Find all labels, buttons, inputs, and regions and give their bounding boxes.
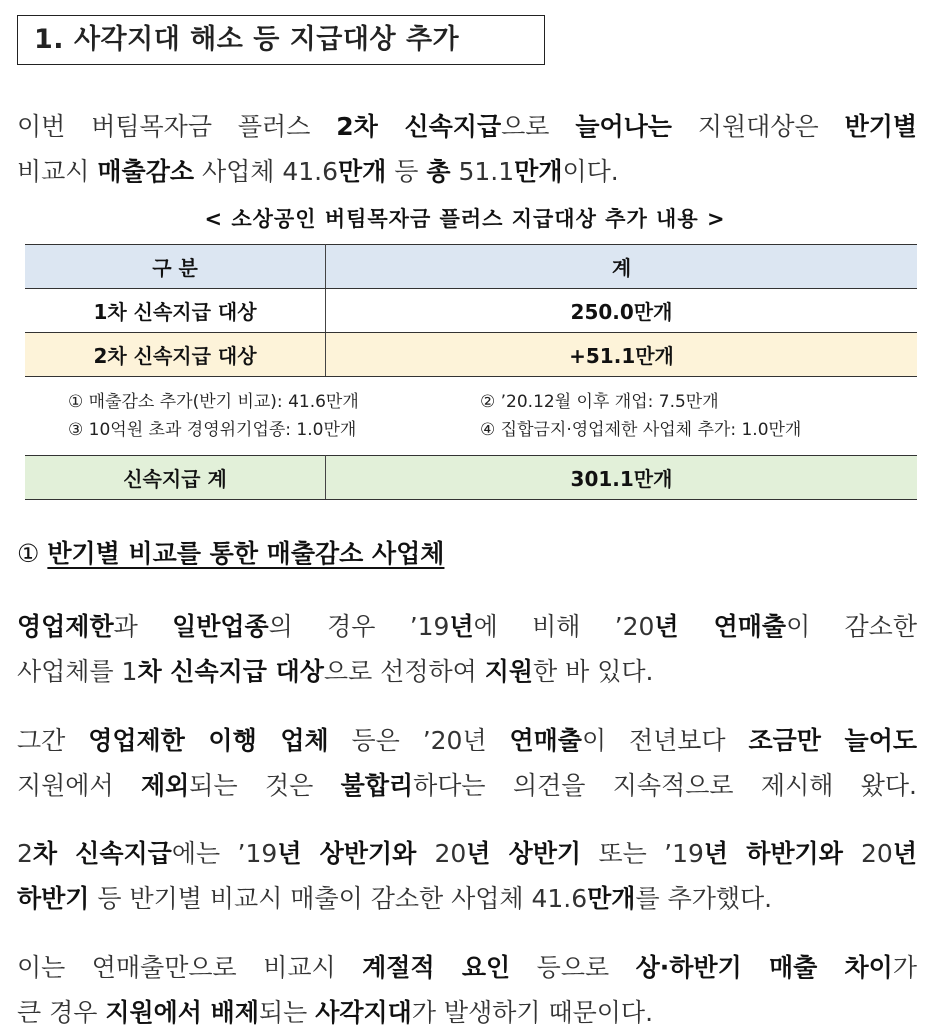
note-item: ④ 집합금지·영업제한 사업체 추가: 1.0만개: [480, 420, 802, 440]
text: 2: [17, 839, 33, 868]
text: 이 감소한: [786, 612, 917, 641]
text: 등으로: [510, 953, 636, 982]
emphasis: 늘어나는: [575, 112, 672, 141]
note-item: ② ’20.12월 이후 개업: 7.5만개: [480, 392, 719, 412]
emphasis: 연매출: [713, 612, 787, 641]
text: 사업체를 1: [17, 657, 138, 686]
row-label: 1차 신속지급 대상: [25, 289, 326, 333]
text: 를 추가했다.: [635, 884, 773, 913]
text: 가: [892, 953, 917, 982]
text: 되는: [258, 998, 316, 1027]
paragraph-2: [17, 718, 917, 808]
total-value: 301.1만개: [326, 456, 918, 500]
text: 지원에서: [17, 771, 141, 800]
p1-line-1: [17, 604, 917, 649]
emphasis: 년 하반기와: [703, 839, 862, 868]
paragraph-3: [17, 831, 917, 921]
text: 그간: [17, 726, 89, 755]
text: 과: [113, 612, 173, 641]
header-category: 구 분: [25, 245, 326, 289]
text: 또는 ’19: [581, 839, 704, 868]
text: 으로 선정하여: [323, 657, 485, 686]
text: 하다는 의견을 지속적으로 제시해 왔다.: [413, 771, 917, 800]
table-header-row: [25, 245, 917, 289]
p3-line-2: [17, 876, 917, 921]
emphasis: 영업제한: [17, 612, 114, 641]
emphasis: 총: [426, 157, 451, 186]
text: 비교시: [17, 157, 98, 186]
table-notes-row: [25, 377, 917, 456]
total-label: 신속지급 계: [25, 456, 326, 500]
text: 의 경우 ’19: [268, 612, 450, 641]
emphasis: 사각지대: [315, 998, 412, 1027]
table-caption: < 소상공인 버팀목자금 플러스 지급대상 추가 내용 >: [204, 207, 726, 231]
emphasis: 연매출: [509, 726, 582, 755]
p4-line-1: [17, 945, 917, 990]
text: 사업체 41.6: [194, 157, 339, 186]
p2-line-2: [17, 763, 917, 808]
paragraph-4: [17, 945, 917, 1035]
paragraph-1: [17, 604, 917, 694]
text: 등은 ’20년: [328, 726, 510, 755]
emphasis: 지원: [484, 657, 534, 686]
emphasis: 년 상반기: [466, 839, 582, 868]
emphasis: 불합리: [340, 771, 414, 800]
subsection-number: ①: [17, 539, 40, 568]
text: 으로: [501, 112, 576, 141]
table-total-row: [25, 456, 917, 500]
p3-line-1: [17, 831, 917, 876]
emphasis: 년: [654, 612, 714, 641]
emphasis: 지원에서 배제: [105, 998, 259, 1027]
emphasis: 계절적 요인: [362, 953, 511, 982]
emphasis: 년: [449, 612, 474, 641]
emphasis: 만개: [338, 157, 387, 186]
text: 20: [434, 839, 467, 868]
emphasis: 만개: [587, 884, 636, 913]
emphasis: 하반기: [17, 884, 90, 913]
text: 이번 버팀목자금 플러스: [17, 112, 337, 141]
notes-grid: [25, 388, 917, 444]
text: 에는 ’19: [171, 839, 278, 868]
text: 이 전년보다: [581, 726, 749, 755]
subsection-title: 반기별 비교를 통한 매출감소 사업체: [47, 539, 445, 568]
emphasis: 2차 신속지급: [336, 112, 502, 141]
text: 큰 경우: [17, 998, 106, 1027]
text: 이는 연매출만으로 비교시: [17, 953, 363, 982]
emphasis: 차 신속지급 대상: [137, 657, 324, 686]
emphasis: 만개: [514, 157, 563, 186]
header-total: 계: [326, 245, 918, 289]
table-row: [25, 289, 917, 333]
note-item: ③ 10억원 초과 경영위기업종: 1.0만개: [68, 420, 357, 440]
row-value: +51.1만개: [326, 333, 918, 377]
row-value: 250.0만개: [326, 289, 918, 333]
section-title: 1. 사각지대 해소 등 지급대상 추가: [17, 15, 545, 65]
text: 가 발생하기 때문이다.: [411, 998, 654, 1027]
intro-line-1: [17, 104, 917, 149]
target-summary-table: [25, 244, 917, 500]
intro-paragraph: [17, 104, 917, 194]
text: 한 바 있다.: [533, 657, 654, 686]
emphasis: 반기별: [844, 112, 918, 141]
text: 에 비해 ’20: [473, 612, 655, 641]
note-item: ① 매출감소 추가(반기 비교): 41.6만개: [68, 392, 359, 412]
row-label: 2차 신속지급 대상: [25, 333, 326, 377]
subsection-heading: [17, 536, 444, 572]
notes-cell: [25, 377, 917, 456]
text: 되는 것은: [189, 771, 341, 800]
p2-line-1: [17, 718, 917, 763]
text: 등 반기별 비교시 매출이 감소한 사업체 41.6: [89, 884, 588, 913]
text: 이다.: [562, 157, 619, 186]
emphasis: 상·하반기 매출 차이: [635, 953, 893, 982]
table-row: [25, 333, 917, 377]
emphasis: 영업제한 이행 업체: [88, 726, 329, 755]
emphasis: 년 상반기와: [277, 839, 435, 868]
emphasis: 차 신속지급: [32, 839, 172, 868]
text: 20: [861, 839, 893, 868]
text: 등: [386, 157, 427, 186]
emphasis: 매출감소: [97, 157, 195, 186]
emphasis: 조금만 늘어도: [748, 726, 918, 755]
p4-line-2: [17, 990, 917, 1035]
p1-line-2: [17, 649, 917, 694]
text: 51.1: [450, 157, 515, 186]
emphasis: 제외: [140, 771, 190, 800]
intro-line-2: [17, 149, 917, 194]
emphasis: 일반업종: [172, 612, 269, 641]
text: 지원대상은: [671, 112, 845, 141]
emphasis: 년: [892, 839, 917, 868]
